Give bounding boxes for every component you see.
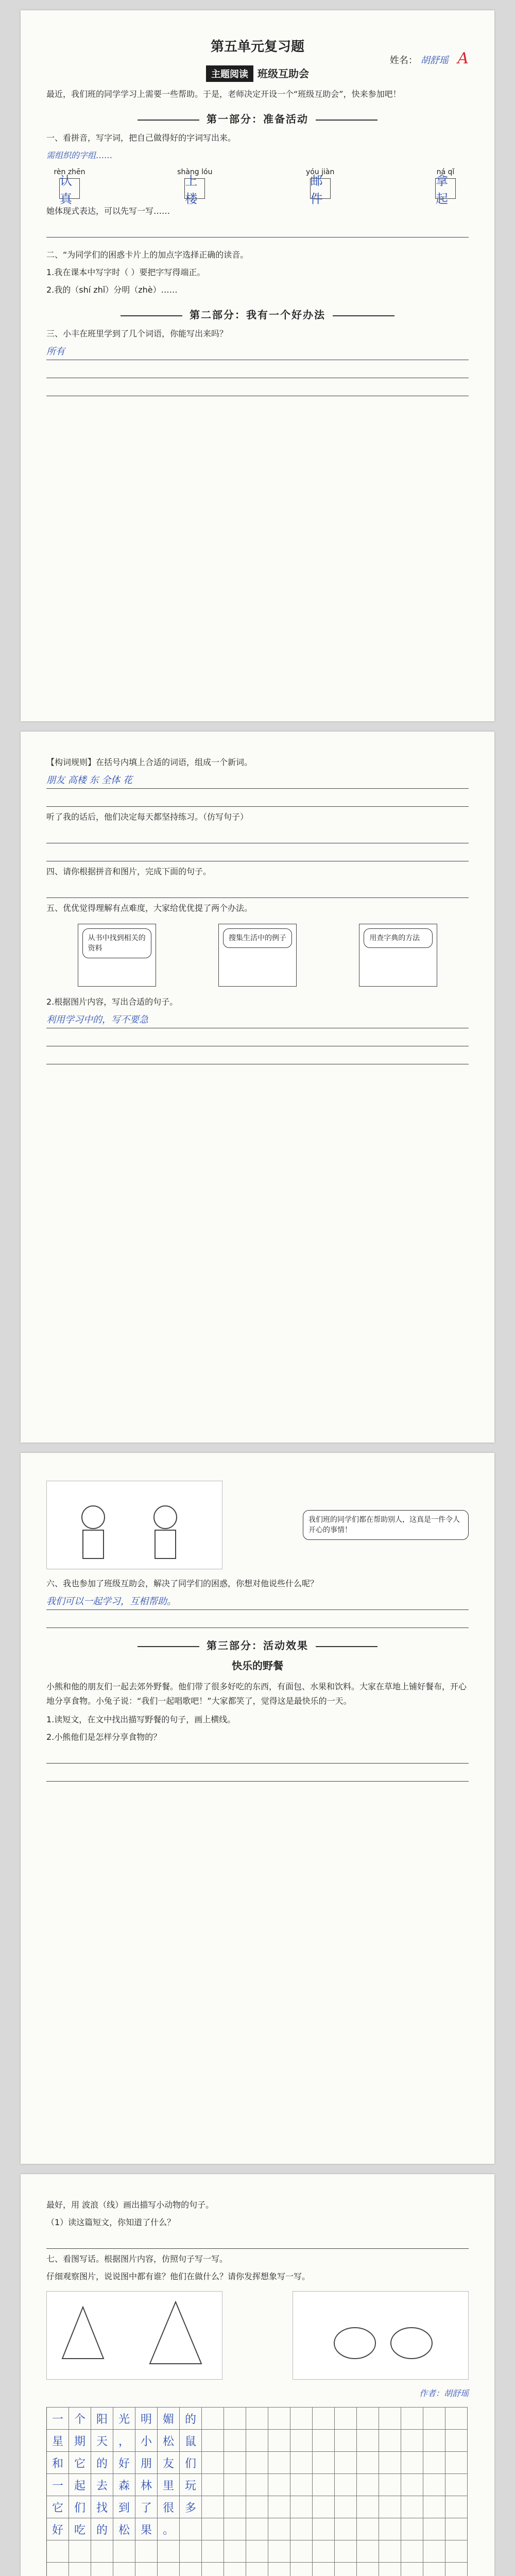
writing-cell <box>379 2474 401 2496</box>
writing-cell <box>180 2563 202 2576</box>
writing-cell <box>335 2563 357 2576</box>
answer-line <box>46 2233 469 2249</box>
writing-cell <box>202 2518 224 2540</box>
writing-cell <box>335 2496 357 2518</box>
writing-cell: 鼠 <box>180 2430 202 2452</box>
writing-cell <box>246 2496 268 2518</box>
answer-line <box>46 1048 469 1064</box>
writing-cell <box>202 2540 224 2563</box>
answer-line: 我们可以一起学习，互相帮助。 <box>46 1594 469 1610</box>
writing-cell: 找 <box>91 2496 113 2518</box>
writing-cell <box>202 2474 224 2496</box>
writing-cell <box>268 2430 290 2452</box>
writing-cell <box>224 2540 246 2563</box>
answer-line <box>46 362 469 378</box>
writing-cell <box>335 2430 357 2452</box>
writing-cell <box>290 2430 313 2452</box>
writing-cell <box>313 2518 335 2540</box>
writing-cell <box>113 2540 135 2563</box>
writing-cell: 很 <box>158 2496 180 2518</box>
writing-cell <box>268 2540 290 2563</box>
writing-cell <box>224 2518 246 2540</box>
writing-cell <box>445 2407 468 2430</box>
question-6: 四、请你根据拼音和图片，完成下面的句子。 <box>46 867 212 876</box>
question-15: 仔细观察图片，说说图中都有谁？他们在做什么？请你发挥想象写一写。 <box>46 2272 311 2281</box>
writing-cell <box>290 2540 313 2563</box>
question-1b: 她体现式表达，可以先写一写…… <box>46 206 170 216</box>
illustration-image <box>46 1481 222 1569</box>
writing-cell: 玩 <box>180 2474 202 2496</box>
writing-cell <box>91 2563 113 2576</box>
writing-cell <box>135 2540 158 2563</box>
writing-row <box>46 2452 469 2474</box>
writing-cell <box>357 2496 379 2518</box>
writing-cell: 多 <box>180 2496 202 2518</box>
writing-cell: 好 <box>47 2518 69 2540</box>
writing-row <box>46 2407 469 2430</box>
writing-cell: 期 <box>69 2430 91 2452</box>
writing-cell <box>379 2407 401 2430</box>
writing-cell <box>445 2452 468 2474</box>
writing-cell <box>290 2474 313 2496</box>
question-9: 六、我也参加了班级互助会，解决了同学们的困惑，你想对他说些什么呢？ <box>46 1579 319 1588</box>
writing-cell <box>357 2518 379 2540</box>
writing-grid <box>46 2407 469 2576</box>
children-scene-icon <box>47 1481 222 1569</box>
writing-cell <box>401 2452 423 2474</box>
pinyin-item: ná qǐ 拿起 <box>422 168 469 199</box>
writing-cell <box>268 2563 290 2576</box>
writing-cell: 光 <box>113 2407 135 2430</box>
speech-bubble: 我们班的同学们都在帮助别人，这真是一件令人开心的事情！ <box>303 1510 469 1540</box>
answer-line <box>46 380 469 396</box>
section-heading-1: 第一部分：准备活动 <box>46 111 469 126</box>
worksheet-page-2 <box>21 732 494 1443</box>
writing-cell <box>290 2452 313 2474</box>
writing-row <box>46 2540 469 2563</box>
answer-line <box>46 882 469 898</box>
answer-line <box>46 1612 469 1628</box>
question-13: （1）读这篇短文，你知道了什么？ <box>46 2217 176 2227</box>
writing-cell <box>335 2474 357 2496</box>
writing-cell <box>224 2407 246 2430</box>
writing-cell <box>202 2563 224 2576</box>
writing-cell <box>423 2452 445 2474</box>
question-2b: 2.我的（shí zhǐ）分明（zhè）…… <box>46 285 178 295</box>
writing-cell <box>401 2518 423 2540</box>
writing-cell <box>158 2540 180 2563</box>
writing-cell <box>224 2563 246 2576</box>
writing-cell: 起 <box>69 2474 91 2496</box>
writing-cell <box>47 2563 69 2576</box>
writing-cell <box>445 2474 468 2496</box>
answer-line: 所有 <box>46 344 469 360</box>
writing-row <box>46 2474 469 2496</box>
writing-cell <box>268 2496 290 2518</box>
writing-cell <box>357 2430 379 2452</box>
animal-icon <box>293 2292 468 2379</box>
question-7: 五、优优觉得理解有点难度，大家给优优提了两个办法。 <box>46 903 253 913</box>
pinyin-item: rèn zhēn 认真 <box>54 168 85 206</box>
picture-row <box>46 2291 469 2380</box>
illustration-row <box>46 1481 469 1569</box>
writing-cell <box>401 2496 423 2518</box>
writing-cell <box>135 2563 158 2576</box>
question-12: 最好，用 波浪（线）画出描写小动物的句子。 <box>46 2200 214 2210</box>
writing-cell <box>180 2518 202 2540</box>
writing-cell <box>246 2474 268 2496</box>
writing-cell <box>423 2563 445 2576</box>
answer-line: 朋友 高楼 东 全体 花 <box>46 773 469 789</box>
writing-cell <box>268 2474 290 2496</box>
writing-cell <box>224 2430 246 2452</box>
writing-cell: 星 <box>47 2430 69 2452</box>
writing-cell: 吃 <box>69 2518 91 2540</box>
animals-picture <box>293 2291 469 2380</box>
section-heading-2: 第二部分：我有一个好办法 <box>46 307 469 321</box>
writing-cell <box>335 2518 357 2540</box>
writing-cell: 个 <box>69 2407 91 2430</box>
writing-cell <box>224 2496 246 2518</box>
picture-card: 用查字典的方法 <box>359 924 437 987</box>
writing-cell: 果 <box>135 2518 158 2540</box>
question-10: 1.读短文，在文中找出描写野餐的句子，画上横线。 <box>46 1715 236 1724</box>
writing-cell <box>313 2474 335 2496</box>
question-11: 2.小熊他们是怎样分享食物的？ <box>46 1732 162 1742</box>
name-field: 姓名： 胡舒瑶 A <box>389 49 469 67</box>
worksheet-page-3 <box>21 1453 494 2164</box>
answer-line <box>46 791 469 807</box>
writing-cell <box>313 2452 335 2474</box>
writing-cell <box>246 2452 268 2474</box>
banner-tag: 主题阅读 <box>206 65 253 82</box>
question-8: 2.根据图片内容，写出合适的句子。 <box>46 997 178 1007</box>
writing-cell <box>246 2407 268 2430</box>
writing-row <box>46 2563 469 2576</box>
question-1: 一、看拼音，写字词，把自己做得好的字词写出来。 <box>46 133 236 143</box>
forest-picture <box>46 2291 222 2380</box>
writing-cell <box>202 2407 224 2430</box>
pinyin-item: shàng lóu 上楼 <box>177 168 213 206</box>
answer-line <box>46 1030 469 1046</box>
writing-cell: 的 <box>91 2518 113 2540</box>
writing-cell <box>180 2540 202 2563</box>
question-5: 听了我的话后，他们决定每天都坚持练习。（仿写句子） <box>46 812 249 822</box>
writing-cell <box>313 2496 335 2518</box>
writing-cell <box>313 2563 335 2576</box>
writing-cell <box>357 2563 379 2576</box>
writing-cell: 小 <box>135 2430 158 2452</box>
question-2a: 1.我在课本中写字时（ ）要把字写得端正。 <box>46 267 205 277</box>
writing-cell <box>158 2563 180 2576</box>
writing-cell <box>401 2407 423 2430</box>
writing-cell <box>379 2540 401 2563</box>
writing-cell <box>91 2540 113 2563</box>
writing-cell <box>113 2563 135 2576</box>
writing-cell: 的 <box>91 2452 113 2474</box>
writing-cell: 里 <box>158 2474 180 2496</box>
writing-cell <box>335 2452 357 2474</box>
answer-line <box>46 1748 469 1764</box>
writing-cell <box>335 2407 357 2430</box>
writing-cell <box>202 2496 224 2518</box>
writing-row <box>46 2518 469 2540</box>
writing-cell <box>423 2430 445 2452</box>
writing-cell <box>379 2452 401 2474</box>
reading-title: 快乐的野餐 <box>232 1659 283 1672</box>
writing-cell <box>379 2563 401 2576</box>
writing-cell: 朋 <box>135 2452 158 2474</box>
theme-banner <box>180 65 335 82</box>
question-1-note: 需组织的字组…… <box>46 150 113 160</box>
writing-cell <box>313 2407 335 2430</box>
author-sign: 作者：胡舒瑶 <box>419 2388 469 2398</box>
writing-row <box>46 2496 469 2518</box>
pinyin-item: yóu jiàn 邮件 <box>305 168 335 206</box>
writing-cell <box>224 2452 246 2474</box>
writing-cell <box>246 2518 268 2540</box>
writing-cell <box>268 2518 290 2540</box>
writing-cell: 一 <box>47 2407 69 2430</box>
writing-cell <box>224 2474 246 2496</box>
writing-cell <box>423 2474 445 2496</box>
writing-cell <box>401 2430 423 2452</box>
writing-cell <box>246 2540 268 2563</box>
writing-cell <box>69 2563 91 2576</box>
writing-cell <box>423 2540 445 2563</box>
writing-cell: 友 <box>158 2452 180 2474</box>
writing-cell <box>379 2518 401 2540</box>
writing-cell: 明 <box>135 2407 158 2430</box>
writing-cell <box>401 2474 423 2496</box>
writing-cell: ， <box>113 2430 135 2452</box>
writing-cell: 松 <box>158 2430 180 2452</box>
writing-cell <box>202 2452 224 2474</box>
writing-cell <box>401 2563 423 2576</box>
answer-line <box>46 845 469 861</box>
writing-cell: 们 <box>69 2496 91 2518</box>
writing-cell: 它 <box>47 2496 69 2518</box>
writing-cell <box>401 2540 423 2563</box>
answer-line <box>46 1766 469 1782</box>
writing-cell: 好 <box>113 2452 135 2474</box>
writing-cell: 媚 <box>158 2407 180 2430</box>
writing-cell <box>202 2430 224 2452</box>
picture-card: 从书中找到相关的资料 <box>78 924 156 987</box>
writing-cell <box>357 2540 379 2563</box>
writing-cell <box>313 2430 335 2452</box>
writing-cell: 和 <box>47 2452 69 2474</box>
tree-icon <box>47 2292 222 2379</box>
question-2: 二、“为同学们的困惑卡片上的加点字选择正确的读音。 <box>46 250 249 260</box>
writing-cell <box>69 2540 91 2563</box>
writing-cell <box>445 2518 468 2540</box>
writing-cell: 森 <box>113 2474 135 2496</box>
worksheet-page-1 <box>21 10 494 721</box>
answer-line: 利用学习中的，写不要急 <box>46 1012 469 1028</box>
writing-cell <box>290 2563 313 2576</box>
writing-cell: 天 <box>91 2430 113 2452</box>
writing-cell: 林 <box>135 2474 158 2496</box>
writing-cell <box>246 2563 268 2576</box>
writing-cell: 们 <box>180 2452 202 2474</box>
worksheet-page-4 <box>21 2174 494 2576</box>
picture-options <box>46 924 469 987</box>
writing-cell: 去 <box>91 2474 113 2496</box>
writing-cell: 阳 <box>91 2407 113 2430</box>
writing-cell <box>379 2496 401 2518</box>
writing-cell <box>445 2496 468 2518</box>
writing-cell: 松 <box>113 2518 135 2540</box>
writing-cell <box>445 2563 468 2576</box>
writing-cell <box>423 2518 445 2540</box>
writing-cell: 了 <box>135 2496 158 2518</box>
writing-cell: 一 <box>47 2474 69 2496</box>
writing-cell: 的 <box>180 2407 202 2430</box>
writing-cell: 。 <box>158 2518 180 2540</box>
reading-text: 小熊和他的朋友们一起去郊外野餐。他们带了很多好吃的东西，有面包、水果和饮料。大家在草地上铺好餐布，开心地分享食物。小兔子说：“我们一起唱歌吧！”大家都笑了，觉得这是最快乐的一天。 <box>46 1682 467 1706</box>
writing-cell <box>423 2407 445 2430</box>
writing-cell <box>357 2474 379 2496</box>
question-3: 三、小丰在班里学到了几个词语，你能写出来吗？ <box>46 329 228 338</box>
writing-cell: 它 <box>69 2452 91 2474</box>
writing-cell <box>313 2540 335 2563</box>
intro-text: 最近，我们班的同学学习上需要一些帮助。于是，老师决定开设一个“班级互助会”，快来参加吧！ <box>46 89 401 99</box>
question-14: 七、看图写话。根据图片内容，仿照句子写一写。 <box>46 2254 228 2264</box>
writing-cell <box>290 2407 313 2430</box>
writing-cell <box>246 2430 268 2452</box>
section-heading-3: 第三部分：活动效果 <box>46 1637 469 1652</box>
writing-cell <box>290 2518 313 2540</box>
writing-cell <box>379 2430 401 2452</box>
grade-mark: A <box>457 49 469 67</box>
page-title: 第五单元复习题 <box>210 39 304 55</box>
writing-row <box>46 2430 469 2452</box>
writing-cell <box>290 2496 313 2518</box>
writing-cell <box>47 2540 69 2563</box>
question-4: 【构词规则】在括号内填上合适的词语，组成一个新词。 <box>46 757 253 767</box>
writing-cell <box>268 2407 290 2430</box>
name-label: 姓名 <box>389 55 408 66</box>
writing-cell <box>357 2452 379 2474</box>
writing-cell <box>445 2540 468 2563</box>
pinyin-row <box>46 168 469 206</box>
picture-card: 搜集生活中的例子 <box>218 924 297 987</box>
writing-cell <box>268 2452 290 2474</box>
name-value: 胡舒瑶 <box>420 55 449 66</box>
writing-cell <box>335 2540 357 2563</box>
writing-cell: 到 <box>113 2496 135 2518</box>
answer-line <box>46 827 469 843</box>
writing-cell <box>357 2407 379 2430</box>
answer-line <box>46 222 469 238</box>
banner-title: 班级互助会 <box>258 67 309 80</box>
writing-cell <box>423 2496 445 2518</box>
writing-cell <box>445 2430 468 2452</box>
